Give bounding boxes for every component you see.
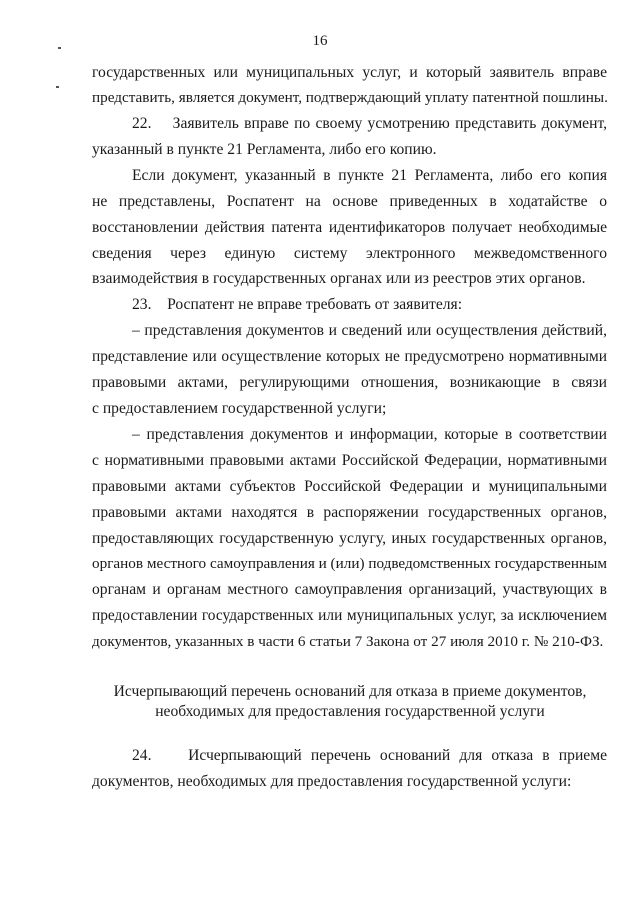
text-line: документов, указанных в части 6 статьи 7 Закона от 27 июля 2010 г. № 210-ФЗ. <box>92 633 604 650</box>
text-line: предоставляющих государственную услугу, иных государственных органов, <box>92 530 607 547</box>
text-line: взаимодействия в государственных органах или из реестров этих органов. <box>92 270 586 287</box>
scan-speck <box>56 86 59 88</box>
section-heading-line: необходимых для предоставления государственной услуги <box>155 703 545 720</box>
text-line: восстановлении действия патента идентификаторов получает необходимые <box>92 219 607 236</box>
clause-24-first-line: 24. Исчерпывающий перечень оснований для отказа в приеме <box>132 747 607 764</box>
clause-22-first-line: 22. Заявитель вправе по своему усмотрению представить документ, <box>132 115 607 132</box>
text-line: органам и органам местного самоуправления организаций, участвующих в <box>92 581 607 598</box>
list-item-first-line: – представления документов и сведений или осуществления действий, <box>132 322 607 339</box>
text-line: указанный в пункте 21 Регламента, либо его копию. <box>92 141 437 158</box>
list-item-first-line: – представления документов и информации, которые в соответствии <box>132 426 607 443</box>
text-line: государственных или муниципальных услуг, и который заявитель вправе <box>92 64 607 81</box>
text-line: с нормативными правовыми актами Российской Федерации, нормативными <box>92 452 607 469</box>
clause-23-first-line: 23. Роспатент не вправе требовать от заявителя: <box>132 296 463 313</box>
paragraph-first-line: Если документ, указанный в пункте 21 Регламента, либо его копия <box>132 167 607 184</box>
text-line: документов, необходимых для предоставления государственной услуги: <box>92 773 572 790</box>
text-line: не представлены, Роспатент на основе приведенных в ходатайстве о <box>92 193 607 210</box>
text-line: правовыми актами, регулирующими отношения, возникающие в связи <box>92 374 607 391</box>
section-heading-line: Исчерпывающий перечень оснований для отказа в приеме документов, <box>113 683 587 700</box>
text-line: представить, является документ, подтверждающий уплату патентной пошлины. <box>92 89 608 106</box>
text-line: представление или осуществление которых не предусмотрено нормативными <box>92 348 607 365</box>
text-line: правовыми актами находятся в распоряжении государственных органов, <box>92 504 607 521</box>
text-line: предоставлении государственных или муниципальных услуг, за исключением <box>92 607 607 624</box>
text-line: сведения через единую систему электронного межведомственного <box>92 245 607 262</box>
text-line: с предоставлением государственной услуги; <box>92 400 387 417</box>
text-line: органов местного самоуправления и (или) подведомственных государственным <box>92 555 607 572</box>
text-line: правовыми актами субъектов Российской Федерации и муниципальными <box>92 478 607 495</box>
page-number: 16 <box>312 33 328 49</box>
